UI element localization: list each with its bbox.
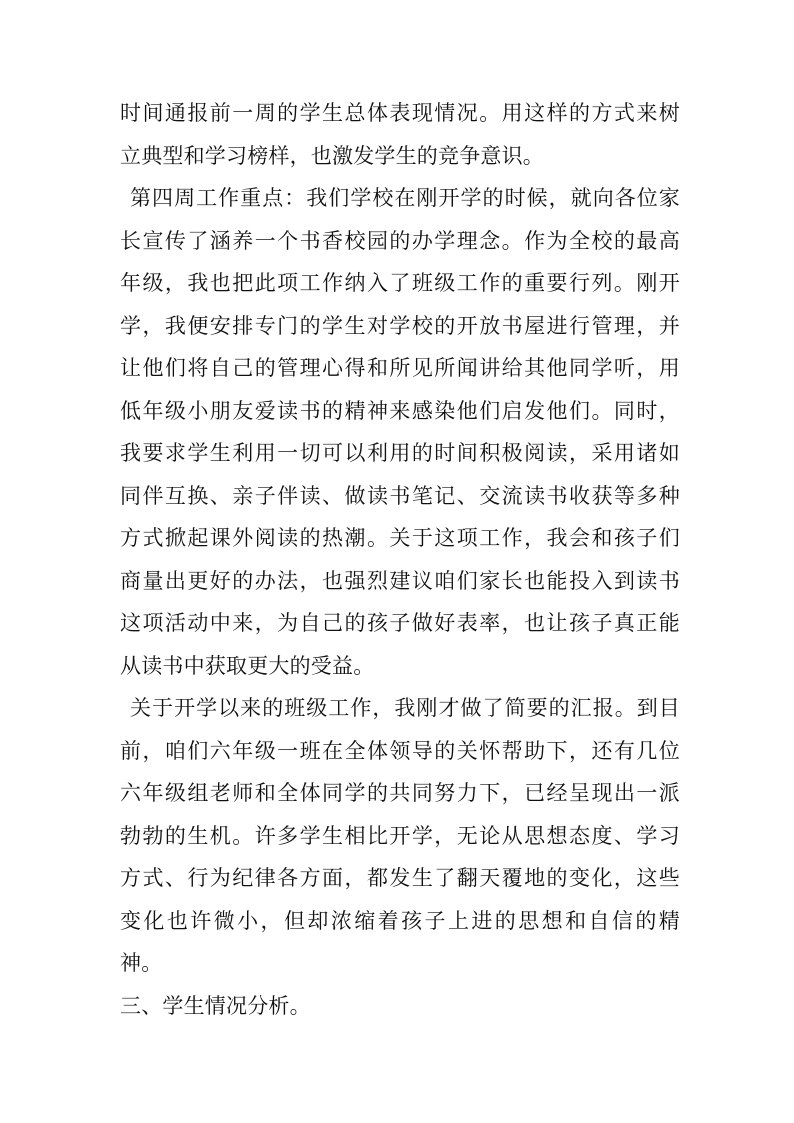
text-line: 长宣传了涵养一个书香校园的办学理念。作为全校的最高 xyxy=(120,228,680,253)
text-line: 时间通报前一周的学生总体表现情况。用这样的方式来树 xyxy=(120,101,680,125)
text-line: 勃勃的生机。许多学生相比开学，无论从思想态度、学习 xyxy=(120,823,680,848)
section-heading: 三、学生情况分析。 xyxy=(120,993,311,1018)
text-line: 我要求学生利用一切可以利用的时间积极阅读，采用诸如 xyxy=(120,441,680,465)
text-line: 六年级组老师和全体同学的共同努力下，已经呈现出一派 xyxy=(120,781,680,805)
text-line: 立典型和学习榜样，也激发学生的竞争意识。 xyxy=(120,143,544,168)
text-line: 低年级小朋友爱读书的精神来感染他们启发他们。同时， xyxy=(120,398,680,423)
text-line: 这项活动中来，为自己的孩子做好表率，也让孩子真正能 xyxy=(120,611,680,635)
paragraph-start-line: 关于开学以来的班级工作，我刚才做了简要的汇报。到目 xyxy=(130,696,680,720)
text-line: 神。 xyxy=(120,951,163,975)
text-line: 方式、行为纪律各方面，都发生了翻天覆地的变化，这些 xyxy=(120,866,680,890)
text-line: 学，我便安排专门的学生对学校的开放书屋进行管理，并 xyxy=(120,313,680,338)
text-line: 同伴互换、亲子伴读、做读书笔记、交流读书收获等多种 xyxy=(120,483,680,508)
paragraph-start-line: 第四周工作重点：我们学校在刚开学的时候，就向各位家 xyxy=(130,186,680,210)
text-line: 方式掀起课外阅读的热潮。关于这项工作，我会和孩子们 xyxy=(120,526,680,550)
text-line: 变化也许微小，但却浓缩着孩子上进的思想和自信的精 xyxy=(120,908,680,933)
text-line: 前，咱们六年级一班在全体领导的关怀帮助下，还有几位 xyxy=(120,738,680,763)
text-line: 商量出更好的办法，也强烈建议咱们家长也能投入到读书 xyxy=(120,568,680,593)
text-line: 年级，我也把此项工作纳入了班级工作的重要行列。刚开 xyxy=(120,271,680,295)
text-line: 让他们将自己的管理心得和所见所闻讲给其他同学听，用 xyxy=(120,356,680,380)
text-line: 从读书中获取更大的受益。 xyxy=(120,653,375,678)
body-text xyxy=(120,92,680,1027)
